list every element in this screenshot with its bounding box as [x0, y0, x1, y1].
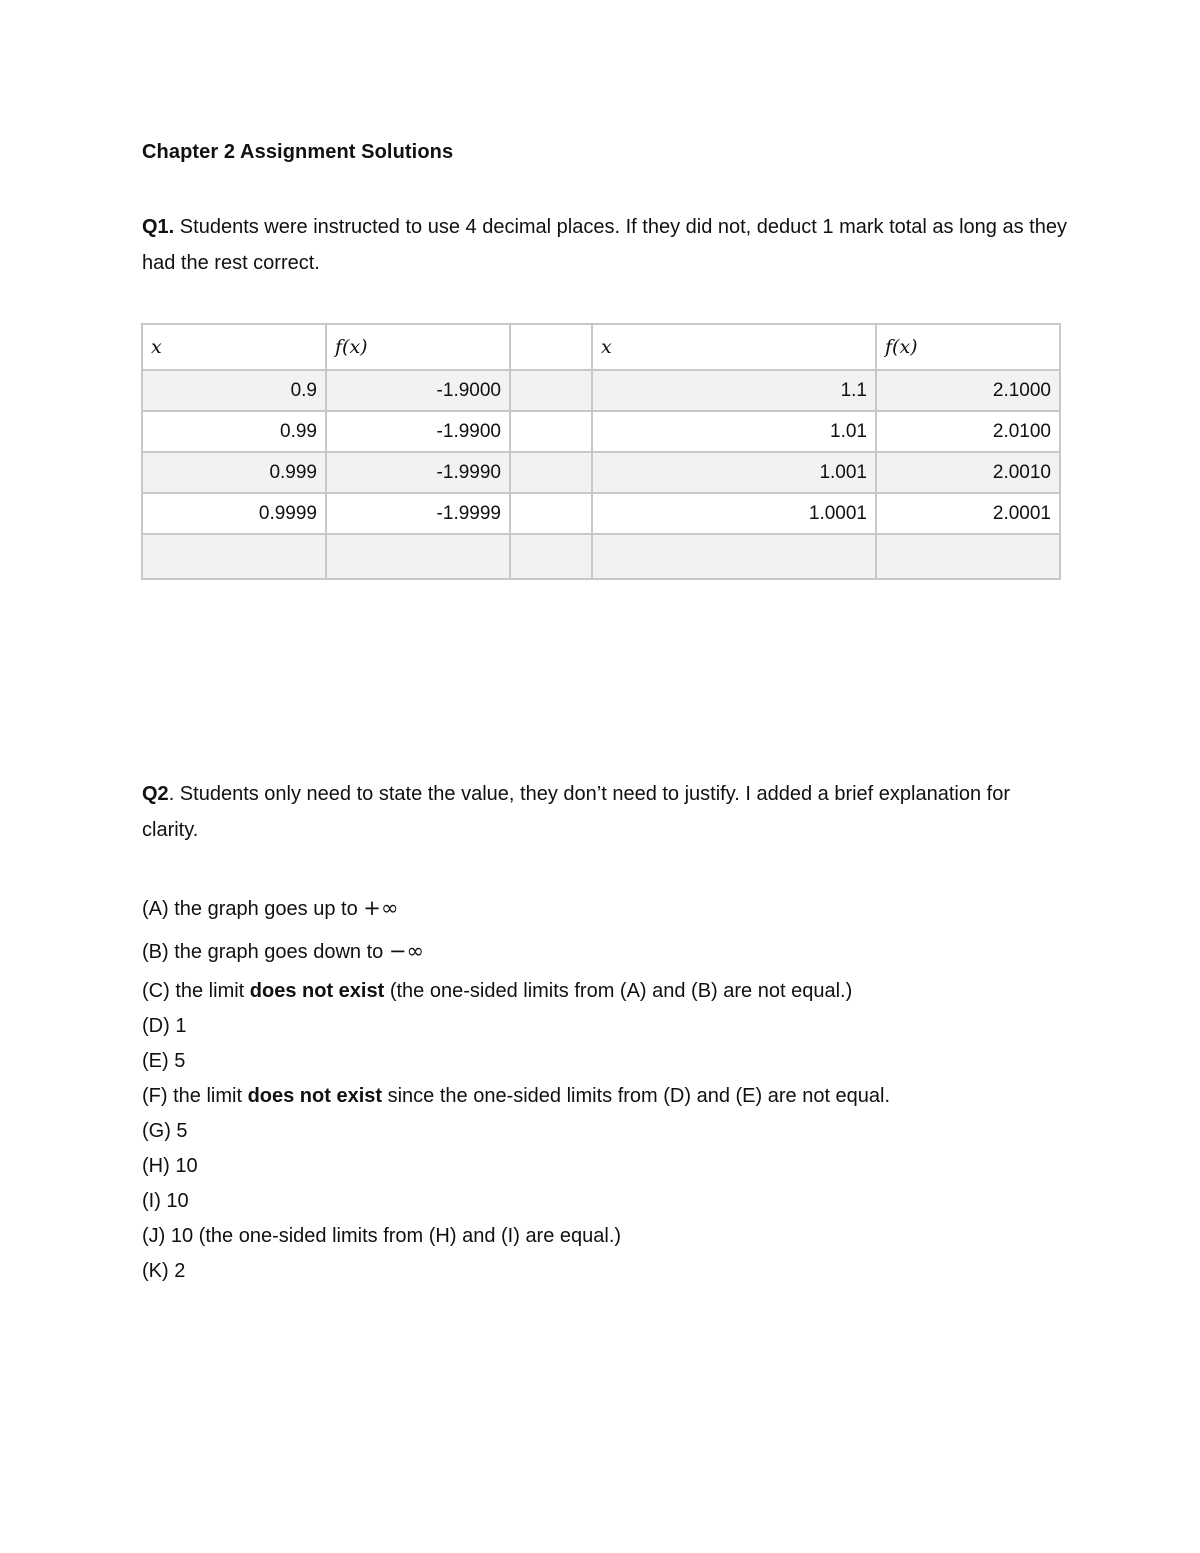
answer-k: (K) 2: [142, 1260, 186, 1282]
table-cell: 2.0010: [876, 452, 1060, 493]
table-cell: [510, 493, 592, 534]
q2-text: . Students only need to state the value, they don’t need to justify. I added a brief explanation for clarity.: [142, 783, 1010, 841]
answer-d: (D) 1: [142, 1015, 187, 1037]
table-cell: 1.0001: [592, 493, 876, 534]
table-cell: 1.01: [592, 411, 876, 452]
table-header-row: [142, 324, 1060, 370]
table-cell: [510, 534, 592, 579]
table-cell: 1.1: [592, 370, 876, 411]
answer-a: [142, 888, 890, 931]
answer-f-post: since the one-sided limits from (D) and (E) are not equal.: [382, 1085, 891, 1107]
table-row: [142, 411, 1060, 452]
table-cell: [326, 534, 510, 579]
answer-b-text: (B) the graph goes down to: [142, 941, 389, 963]
table-row: [142, 452, 1060, 493]
infinity-symbol: +∞: [363, 896, 399, 920]
table-cell: 0.9999: [142, 493, 326, 534]
answer-f-pre: (F) the limit: [142, 1085, 248, 1107]
table-cell: [592, 534, 876, 579]
answer-h: (H) 10: [142, 1155, 198, 1177]
q2-paragraph: [142, 776, 1067, 848]
table-cell: [510, 370, 592, 411]
table-cell: [510, 411, 592, 452]
answer-f: [142, 1079, 890, 1114]
q1-label: Q1.: [142, 216, 175, 238]
table-header-cell: f(x): [326, 324, 510, 370]
table-cell: 2.0001: [876, 493, 1060, 534]
table-cell: -1.9900: [326, 411, 510, 452]
answer-j: (J) 10 (the one-sided limits from (H) and (I) are equal.): [142, 1225, 622, 1247]
table-cell: 1.001: [592, 452, 876, 493]
q1-paragraph: [142, 209, 1067, 281]
table-cell: -1.9990: [326, 452, 510, 493]
answer-a-text: (A) the graph goes up to: [142, 898, 364, 920]
table-row: [142, 370, 1060, 411]
table-header-cell: x: [142, 324, 326, 370]
table-cell: -1.9999: [326, 493, 510, 534]
table-cell: 2.1000: [876, 370, 1060, 411]
answer-f-bold: does not exist: [247, 1085, 383, 1107]
answer-c: [142, 974, 890, 1009]
page-title: Chapter 2 Assignment Solutions: [142, 141, 454, 163]
answer-i: (I) 10: [142, 1190, 189, 1212]
table-header-cell: x: [592, 324, 876, 370]
answer-g: (G) 5: [142, 1120, 188, 1142]
q2-label: Q2: [142, 783, 169, 805]
table-cell: 0.999: [142, 452, 326, 493]
table-cell: 2.0100: [876, 411, 1060, 452]
table-row: [142, 534, 1060, 579]
table-cell: [876, 534, 1060, 579]
table-cell: [142, 534, 326, 579]
q1-text: Students were instructed to use 4 decimal places. If they did not, deduct 1 mark total as long as they had the rest correct.: [142, 216, 1067, 274]
table-cell: 0.9: [142, 370, 326, 411]
table-cell: [510, 452, 592, 493]
answer-c-pre: (C) the limit: [142, 980, 250, 1002]
answer-c-post: (the one-sided limits from (A) and (B) are not equal.): [384, 980, 853, 1002]
table-header-cell: f(x): [876, 324, 1060, 370]
infinity-symbol: −∞: [388, 939, 424, 963]
table-cell: 0.99: [142, 411, 326, 452]
table-header-cell: [510, 324, 592, 370]
answer-e: (E) 5: [142, 1050, 186, 1072]
limits-table: [141, 323, 1061, 580]
table-row: [142, 493, 1060, 534]
table-cell: -1.9000: [326, 370, 510, 411]
answer-list: [142, 888, 890, 1289]
answer-b: [142, 931, 890, 974]
answer-c-bold: does not exist: [249, 980, 385, 1002]
